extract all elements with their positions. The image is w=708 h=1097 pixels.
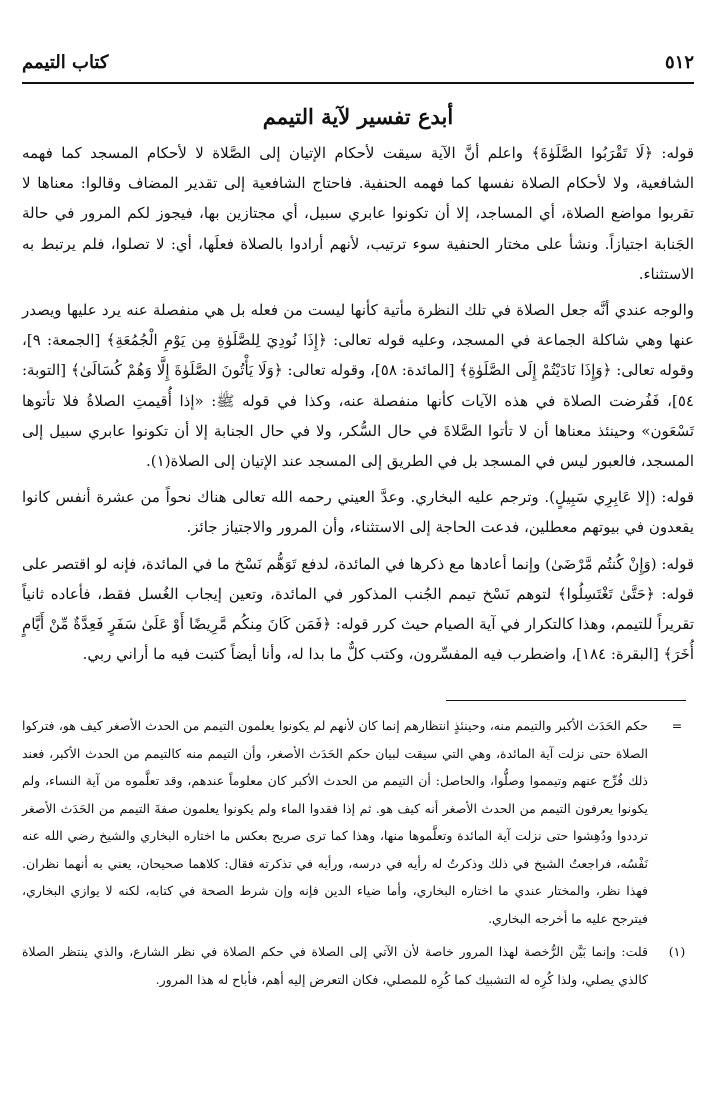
paragraph: قوله: ﴿لَا تَقْرَبُوا الصَّلَوٰةَ﴾ واعلم أنَّ الآية سيقت لأحكام الإتيان إلى الصَّلاة لا لأحكام المسجد كما فهمه الشافعية، ولا لأحكام الصلاة نفسها كما فهمه الحنفية. فاحتاج الشافعية إلى تقدير المضاف وقالوا: معناها لا تقربوا مواضع الصلاة، أي المساجد، إلا أن تكونوا عابري سبيل، أي مجتازين بها، فيجوز لكم المرور في حالة الجَنابة اجتيازاً. ونشأ على مختار الحنفية سوء ترتيب، لأنهم أرادوا بالصلاة فعلَها، أي: لا تصلوا، فلم يرتبط به الاستثناء. xyxy=(22,144,694,283)
page-header xyxy=(22,50,694,80)
page-number: ٥١٢ xyxy=(664,52,694,73)
footnote-mark: = xyxy=(671,718,683,733)
footnote xyxy=(22,938,694,993)
header-divider xyxy=(22,82,694,84)
section-title: أبدع تفسير لآية التيمم xyxy=(262,104,454,129)
paragraph: قوله: (إلا عَابِرِي سَبِيلٍ). وترجم عليه البخاري. وعدَّ العيني رحمه الله تعالى هناك نحواً من عشرة أنفس كانوا يقعدون في بيوتهم معطلين، فدعت الحاجة إلى الاستثناء، وأن المرور والاجتياز جائز. xyxy=(22,488,694,537)
paragraph: قوله: (وَإِنْ كُنتُم مَّرْضَىٰ) وإنما أعادها مع ذكرها في المائدة، لدفع تَوَهُّم نَسْخ ما في المائدة، فإنه لو اقتصر على قوله: ﴿حَتَّىٰ تَغْتَسِلُوا﴾ لتوهم نَسْخ تيمم الجُنب المذكور في المائدة، وتعين إيجاب الغُسل فقط، فأعاده ثانياً تقريراً للتيمم، وهذا كالتكرار في آية الصيام حيث كرر قوله: ﴿فَمَن كَانَ مِنكُم مَّرِيضًا أَوْ عَلَىٰ سَفَرٍ فَعِدَّةٌ مِّنْ أَيَّامٍ أُخَرَ﴾ [البقرة: ١٨٤]، واضطرب فيه المفسِّرون، وكتب كلٌّ ما بدا له، وأنا أيضاً كتبت فيه ما أراني ربي. xyxy=(22,554,694,664)
footnotes xyxy=(22,712,694,999)
main-body xyxy=(22,138,694,675)
footnote xyxy=(22,712,694,932)
footnote-text: قلت: وإنما بَيَّن الرُّخصة لهذا المرور خاصة لأن الآتي إلى الصلاة في حكم الصلاة في نظر الشارع، والذي ينتظر الصلاة كالذي يصلي، ولذا كُرِه له التشبيك كما كُرِه للمصلي، فكان التعرض إليه أهم، فأباح له هذا المرور. xyxy=(22,944,648,987)
book-title: كتاب التيمم xyxy=(22,52,109,73)
paragraph: والوجه عندي أنَّه جعل الصلاة في تلك النظرة مأتية كأنها ليست من فعله بل هي منفصلة عنه يرد عليها ويصدر عنها وهي شاكلة الجماعة في المسجد، وعليه قوله تعالى: ﴿إِذَا نُودِيَ لِلصَّلَوٰةِ مِن يَوْمِ الْجُمُعَةِ﴾ [الجمعة: ٩]، وقوله تعالى: ﴿وَإِذَا نَادَيْتُمْ إِلَى الصَّلَوٰةِ﴾ [المائدة: ٥٨]، وقوله تعالى: ﴿وَلَا يَأْتُونَ الصَّلَوٰةَ إِلَّا وَهُمْ كُسَالَىٰ﴾ [التوبة: ٥٤]، فَفُرضت الصلاة في هذه الآيات كأنها منفصلة عنه، وكذا في قوله ﷺ: «إذا أُقيمتِ الصلاةُ فلا تأتوها تَسْعَون» وحينئذ معناها أن لا تأتوا الصَّلاةَ في حال السُّكر، ولا في حال الجنابة إلا أن تكونوا عابري سبيل إلى المسجد، فالعبور ليس في المسجد بل في الطريق إلى المسجد عند الإتيان إلى الصلاة(١). xyxy=(22,301,695,471)
footnotes-divider xyxy=(446,700,686,701)
footnote-text: حكم الحَدَث الأكبر والتيمم منه، وحينئذٍ انتظارهم إنما كان لأنهم لم يكونوا يعلمون التيمم من الحدث الأصغر كيف هو، فتركوا الصلاة حتى نزلت آية المائدة، وهي التي سيقت لبيان حكم الحَدَث الأصغر، وأن التيمم منه كالتيمم من الحدث الأكبر، فعند ذلك فُرِّج عنهم وتيمموا وصلُّوا، والحاصل: أن التيمم من الحدث الأكبر كان معلوماً عندهم، وقد تعلَّموه من آية النساء، ولم يكونوا يعرفون التيمم من الحدث الأصغر أنه كيف هو. ثم إذا فقدوا الماء ولم يكونوا يعلمون صفةَ التيمم من الحَدَث الأصغر ترددوا ودُهِشوا حتى نزلت آية المائدة وتعلَّموها منها، وهذا كما ترى صريح بعكس ما اختاره البخاري والشيخ رضي الله عنه نَفْسُه، فراجعتُ الشيخ في ذلك وذكرتُ له رأيه في درسه، ورأيه في تذكرته فقال: كلاهما صحيحان، يعني به أنهما نظران. فهذا نظر، والمختار عندي ما اختاره البخاري، وأما ضياء الدين فإنه وإن شرط الصحة في كتابه، لكنه لا يوازي البخاري، فيترجح عليه ما أخرجه البخاري. xyxy=(22,718,648,926)
footnote-mark: (١) xyxy=(668,944,686,959)
